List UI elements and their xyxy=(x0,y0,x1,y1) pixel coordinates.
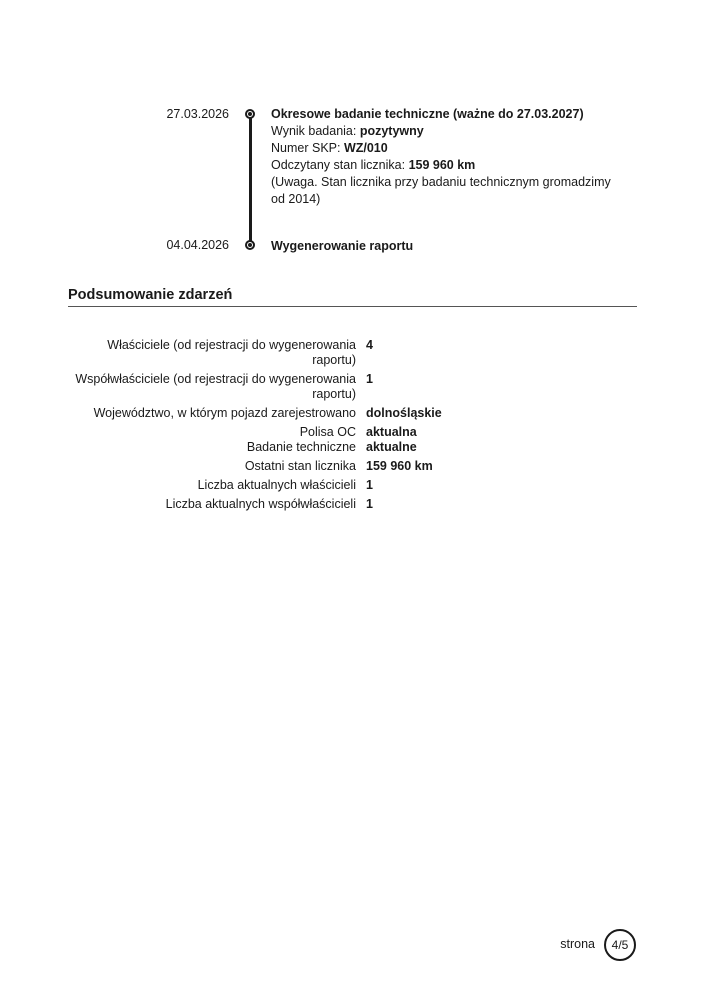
event-result xyxy=(271,123,616,140)
summary-row xyxy=(68,459,637,474)
summary-row xyxy=(68,440,637,455)
event-note: (Uwaga. Stan licznika przy badaniu technicznym gromadzimy od 2014) xyxy=(271,175,611,206)
summary-row xyxy=(68,425,637,440)
summary-row xyxy=(68,372,637,402)
summary-value: 159 960 km xyxy=(366,459,433,473)
timeline-date: 04.04.2026 xyxy=(166,238,229,252)
page-footer xyxy=(0,929,707,961)
timeline-event xyxy=(271,238,616,255)
timeline xyxy=(0,0,707,280)
summary-table xyxy=(68,338,637,516)
event-skp-label: Numer SKP: xyxy=(271,141,344,155)
event-result-value: pozytywny xyxy=(359,124,424,138)
summary-value: aktualne xyxy=(366,440,417,454)
timeline-dot-icon xyxy=(245,240,255,250)
summary-label: Badanie techniczne xyxy=(246,440,356,454)
summary-label: Województwo, w którym pojazd zarejestrowano xyxy=(93,406,356,420)
summary-row xyxy=(68,338,637,368)
event-title: Okresowe badanie techniczne (ważne do 27.03.2027) xyxy=(271,107,584,121)
page-number-badge xyxy=(604,929,636,961)
page-number: 4/5 xyxy=(611,938,629,952)
event-odometer-label: Odczytany stan licznika: xyxy=(271,158,409,172)
summary-row xyxy=(68,406,637,421)
timeline-dot-icon xyxy=(245,109,255,119)
summary-row xyxy=(68,497,637,512)
page-label: strona xyxy=(560,937,595,951)
summary-label: Ostatni stan licznika xyxy=(244,459,356,473)
summary-value: 1 xyxy=(366,478,373,492)
summary-value: 1 xyxy=(366,497,373,511)
summary-row xyxy=(68,478,637,493)
summary-value: aktualna xyxy=(366,425,417,439)
timeline-date: 27.03.2026 xyxy=(166,107,229,121)
timeline-event xyxy=(271,106,616,208)
event-odometer xyxy=(271,157,616,174)
section-title: Podsumowanie zdarzeń xyxy=(68,287,233,303)
event-result-label: Wynik badania: xyxy=(271,124,360,138)
summary-label: Liczba aktualnych współwłaścicieli xyxy=(165,497,356,511)
summary-label: Liczba aktualnych właścicieli xyxy=(197,478,356,492)
timeline-line xyxy=(249,114,252,246)
summary-value: 1 xyxy=(366,372,373,386)
event-skp-value: WZ/010 xyxy=(343,141,388,155)
event-title: Wygenerowanie raportu xyxy=(271,239,414,253)
summary-value: 4 xyxy=(366,338,373,352)
summary-value: dolnośląskie xyxy=(366,406,442,420)
summary-label: Właściciele (od rejestracji do wygenerowania raportu) xyxy=(107,338,356,367)
summary-label: Współwłaściciele (od rejestracji do wygenerowania raportu) xyxy=(75,372,356,401)
summary-label: Polisa OC xyxy=(299,425,356,439)
event-odometer-value: 159 960 km xyxy=(408,158,476,172)
section-divider xyxy=(68,306,637,307)
event-skp xyxy=(271,140,616,157)
